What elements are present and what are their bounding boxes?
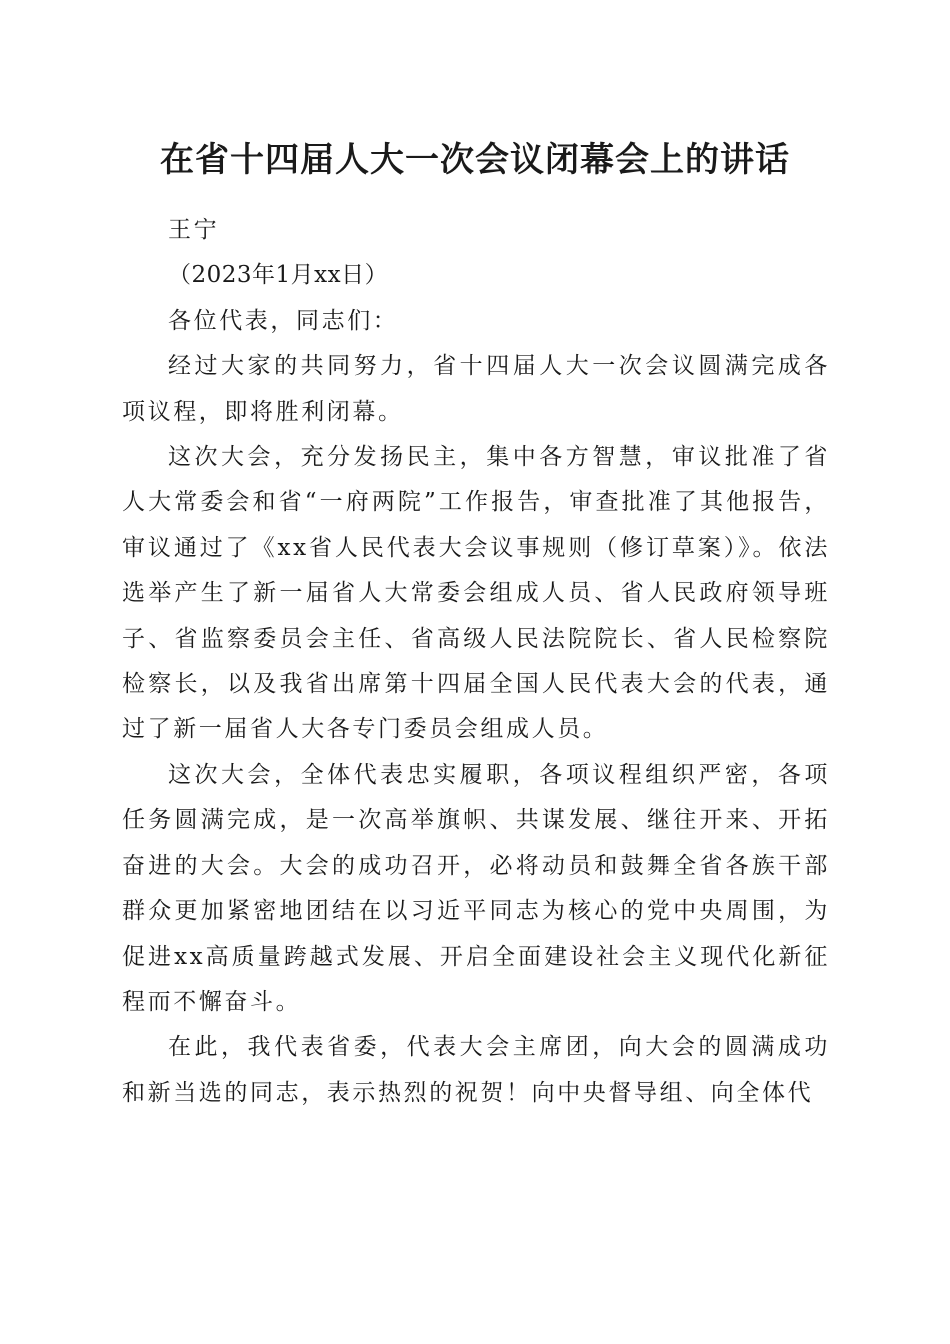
- document-title: 在省十四届人大一次会议闭幕会上的讲话: [160, 140, 790, 180]
- author-line: 王宁: [168, 217, 220, 243]
- paragraph-3: 这次大会，全体代表忠实履职，各项议程组织严密，各项任务圆满完成，是一次高举旗帜、共谋发展、继往开来、开拓奋进的大会。大会的成功召开，必将动员和鼓舞全省各族干部群众更加紧密地团结在以习近平同志为核心的党中央周围，为促进xx高质量跨越式发展、开启全面建设社会主义现代化新征程而不懈奋斗。: [122, 761, 830, 1015]
- date-line: （2023年1月xx日）: [168, 262, 389, 289]
- paragraph-2: 这次大会，充分发扬民主，集中各方智慧，审议批准了省人大常委会和省“一府两院”工作报告，审查批准了其他报告，审议通过了《xx省人民代表大会议事规则（修订草案）》。依法选举产生了新一届省人大常委会组成人员、省人民政府领导班子、省监察委员会主任、省高级人民法院院长、省人民检察院检察长，以及我省出席第十四届全国人民代表大会的代表，通过了新一届省人大各专门委员会组成人员。: [122, 444, 830, 743]
- document-body: [122, 208, 830, 1116]
- paragraph-1: 经过大家的共同努力，省十四届人大一次会议圆满完成各项议程，即将胜利闭幕。: [122, 353, 830, 425]
- salutation: 各位代表，同志们：: [168, 307, 399, 334]
- paragraph-4: 在此，我代表省委，代表大会主席团，向大会的圆满成功和新当选的同志，表示热烈的祝贺！向中央督导组、向全体代: [122, 1034, 830, 1106]
